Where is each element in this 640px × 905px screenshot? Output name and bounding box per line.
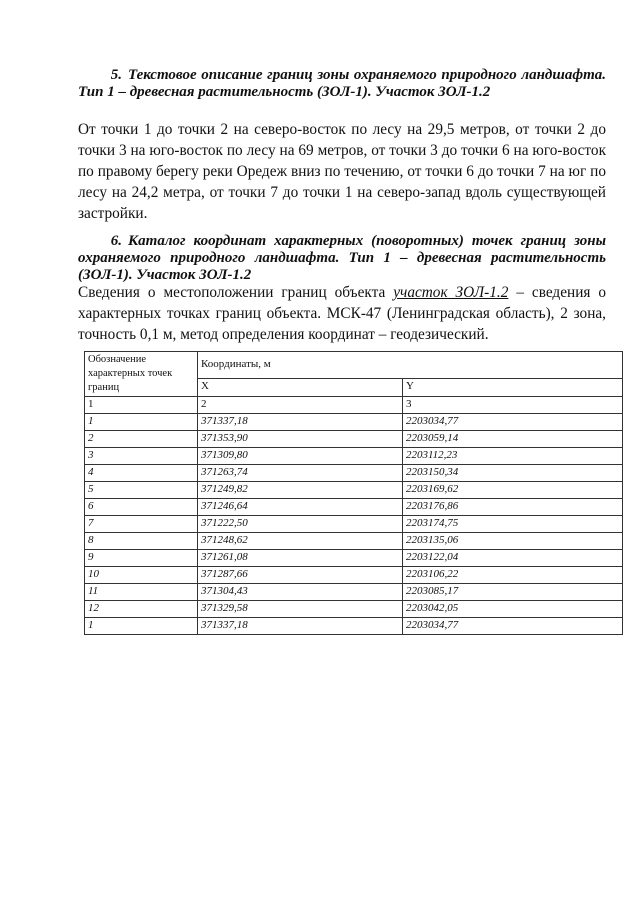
point-cell: 9	[85, 550, 198, 567]
x-coordinate-cell: 371249,82	[198, 482, 403, 499]
x-coordinate-cell: 371304,43	[198, 584, 403, 601]
header-point-cell: Обозначение характерных точек границ	[85, 352, 198, 397]
y-coordinate-cell: 2203169,62	[403, 482, 623, 499]
point-cell: 3	[85, 448, 198, 465]
table-row	[85, 567, 623, 584]
x-coordinate-cell: 371261,08	[198, 550, 403, 567]
y-coordinate-cell: 2203122,04	[403, 550, 623, 567]
section-6-heading	[78, 233, 606, 284]
section-5-text: От точки 1 до точки 2 на северо-восток по лесу на 29,5 метров, от точки 2 до точки 3 на юго-восток по лесу на 69 метров, от точки 3 до точки 6 на юго-восток по правому берегу реки Оредеж вниз по течению, от точки 6 до точки 7 на юг по лесу на 24,2 метра, от точки 7 до точки 1 на северо-запад вдоль существующей застройки.	[78, 121, 606, 222]
y-coordinate-cell: 2203112,23	[403, 448, 623, 465]
section-6-text-after: – сведения о характерных точках границ объекта. МСК-47 (Ленинградская область), 2 зона, точность 0,1 м, метод определения координат – геодезический.	[78, 284, 607, 343]
x-coordinate-cell: 371309,80	[198, 448, 403, 465]
point-cell: 12	[85, 601, 198, 618]
y-coordinate-cell: 2203135,06	[403, 533, 623, 550]
col-number-cell: 3	[403, 397, 623, 414]
x-coordinate-cell: 371263,74	[198, 465, 403, 482]
y-coordinate-cell: 2203174,75	[403, 516, 623, 533]
table-row	[85, 414, 623, 431]
table-row	[85, 533, 623, 550]
y-coordinate-cell: 2203034,77	[403, 618, 623, 635]
x-coordinate-cell: 371222,50	[198, 516, 403, 533]
point-cell: 2	[85, 431, 198, 448]
col-number-cell: 1	[85, 397, 198, 414]
section-5-number: 5.	[110, 67, 122, 83]
table-row	[85, 584, 623, 601]
section-6-text	[78, 282, 606, 345]
section-6-body	[78, 282, 606, 345]
header-y-cell: Y	[403, 378, 623, 396]
table-header-row	[85, 352, 623, 379]
point-cell: 8	[85, 533, 198, 550]
x-coordinate-cell: 371246,64	[198, 499, 403, 516]
x-coordinate-cell: 371329,58	[198, 601, 403, 618]
table-row	[85, 482, 623, 499]
x-coordinate-cell: 371248,62	[198, 533, 403, 550]
table-row	[85, 618, 623, 635]
table-col-number-row	[85, 397, 623, 414]
table-row	[85, 516, 623, 533]
x-coordinate-cell: 371337,18	[198, 414, 403, 431]
point-cell: 11	[85, 584, 198, 601]
point-cell: 4	[85, 465, 198, 482]
y-coordinate-cell: 2203042,05	[403, 601, 623, 618]
table-row	[85, 465, 623, 482]
coordinates-table	[84, 351, 623, 635]
section-5-heading	[78, 67, 606, 101]
table-row	[85, 499, 623, 516]
y-coordinate-cell: 2203176,86	[403, 499, 623, 516]
point-cell: 7	[85, 516, 198, 533]
x-coordinate-cell: 371337,18	[198, 618, 403, 635]
section-5-title: Текстовое описание границ зоны охраняемого природного ландшафта. Тип 1 – древесная растительность (ЗОЛ-1). Участок ЗОЛ-1.2	[78, 67, 606, 100]
table-row	[85, 448, 623, 465]
y-coordinate-cell: 2203059,14	[403, 431, 623, 448]
point-cell: 10	[85, 567, 198, 584]
point-cell: 1	[85, 414, 198, 431]
point-cell: 1	[85, 618, 198, 635]
x-coordinate-cell: 371287,66	[198, 567, 403, 584]
section-6-title: Каталог координат характерных (поворотных) точек границ зоны охраняемого природного ландшафта. Тип 1 – древесная растительность (ЗОЛ-1). Участок ЗОЛ-1.2	[78, 233, 606, 283]
y-coordinate-cell: 2203034,77	[403, 414, 623, 431]
header-x-cell: X	[198, 378, 403, 396]
y-coordinate-cell: 2203085,17	[403, 584, 623, 601]
table-row	[85, 601, 623, 618]
col-number-cell: 2	[198, 397, 403, 414]
section-6-number: 6.	[110, 233, 122, 249]
object-reference: участок ЗОЛ-1.2	[393, 284, 509, 301]
table-row	[85, 431, 623, 448]
point-cell: 5	[85, 482, 198, 499]
x-coordinate-cell: 371353,90	[198, 431, 403, 448]
y-coordinate-cell: 2203150,34	[403, 465, 623, 482]
section-5-body	[78, 119, 606, 224]
table-row	[85, 550, 623, 567]
y-coordinate-cell: 2203106,22	[403, 567, 623, 584]
point-cell: 6	[85, 499, 198, 516]
section-6-text-before: Сведения о местоположении границ объекта	[78, 284, 386, 301]
header-coords-cell: Координаты, м	[198, 352, 623, 379]
